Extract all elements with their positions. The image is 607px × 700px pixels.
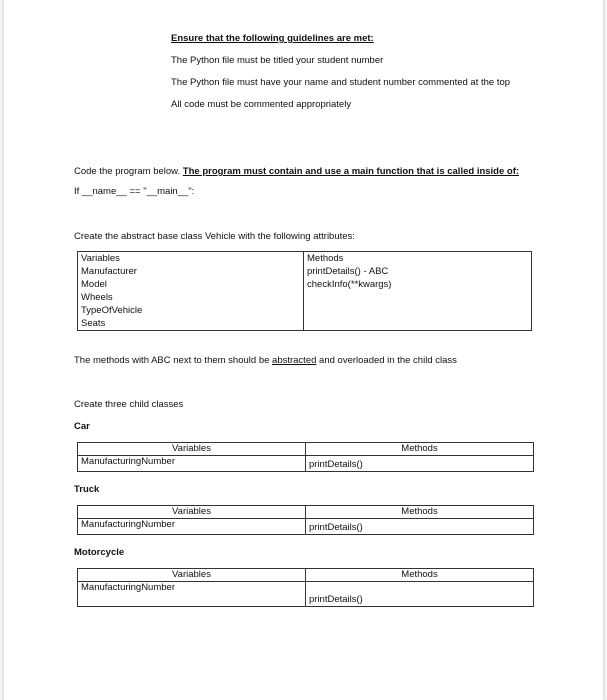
truck-variables-header: Variables — [78, 506, 306, 519]
motorcycle-table — [77, 568, 534, 607]
main-guard-text: If __name__ == "__main__": — [74, 186, 195, 197]
code-instruction-line — [74, 166, 519, 178]
method-item: printDetails() - ABC — [307, 266, 389, 277]
methods-header: Methods — [307, 253, 344, 264]
code-instruction-prefix: Code the program below. — [74, 166, 181, 177]
child-class-name-motorcycle: Motorcycle — [74, 547, 125, 558]
guideline-item: The Python file must have your name and student number commented at the top — [171, 77, 511, 88]
guideline-item: All code must be commented appropriately — [171, 99, 352, 110]
variable-item: TypeOfVehicle — [81, 305, 143, 316]
child-class-name-car: Car — [74, 421, 90, 432]
motorcycle-variables-header: Variables — [78, 569, 306, 582]
methods-column — [304, 252, 532, 331]
child-classes-intro: Create three child classes — [74, 399, 184, 410]
car-method: printDetails() — [306, 456, 534, 472]
abc-note-link: abstracted — [272, 355, 317, 366]
variable-item: Model — [81, 279, 107, 290]
document-page — [4, 0, 603, 700]
motorcycle-method: printDetails() — [306, 582, 534, 607]
child-class-name-truck: Truck — [74, 484, 100, 495]
truck-method: printDetails() — [306, 519, 534, 535]
method-item: checkInfo(**kwargs) — [307, 279, 392, 290]
guidelines-heading: Ensure that the following guidelines are met: — [171, 33, 374, 44]
variable-item: Seats — [81, 318, 106, 329]
car-table — [77, 442, 534, 472]
abc-note-after: and overloaded in the child class — [316, 355, 457, 366]
variable-item: Manufacturer — [81, 266, 137, 277]
truck-methods-header: Methods — [306, 506, 534, 519]
abc-note — [74, 355, 457, 367]
variables-header: Variables — [81, 253, 120, 264]
abc-note-before: The methods with ABC next to them should be — [74, 355, 273, 366]
truck-variable: ManufacturingNumber — [78, 519, 306, 535]
code-instruction-emphasis: The program must contain and use a main function that is called inside of: — [182, 166, 520, 177]
truck-table — [77, 505, 534, 535]
car-variables-header: Variables — [78, 443, 306, 456]
car-variable: ManufacturingNumber — [78, 456, 306, 472]
variables-column — [78, 252, 304, 331]
vehicle-attributes-table — [77, 251, 532, 331]
car-methods-header: Methods — [306, 443, 534, 456]
guideline-item: The Python file must be titled your student number — [171, 55, 384, 66]
motorcycle-variable: ManufacturingNumber — [78, 582, 306, 607]
abstract-class-intro: Create the abstract base class Vehicle with the following attributes: — [74, 231, 355, 242]
variable-item: Wheels — [81, 292, 113, 303]
motorcycle-methods-header: Methods — [306, 569, 534, 582]
